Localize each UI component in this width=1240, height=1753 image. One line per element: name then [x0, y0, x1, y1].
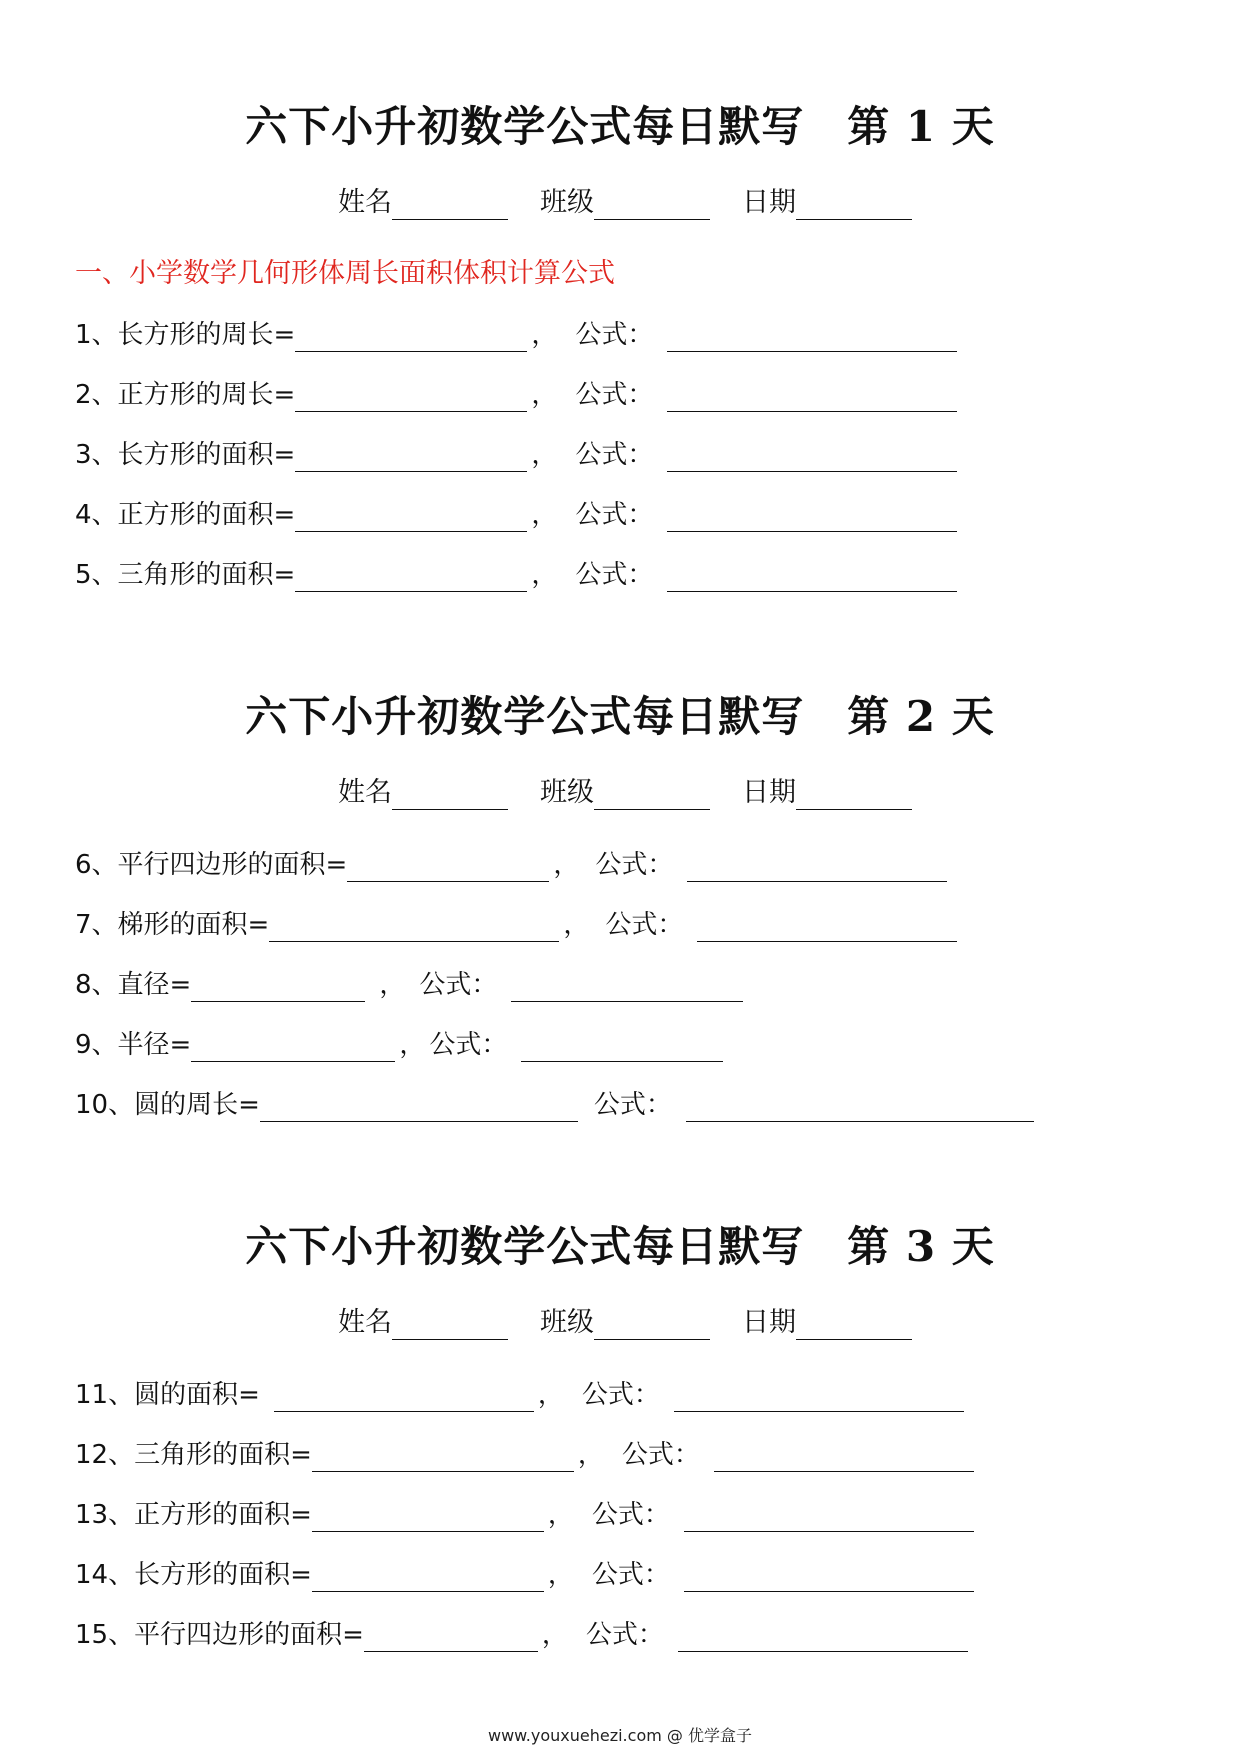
answer-blank[interactable] [269, 915, 559, 942]
question-row [75, 498, 957, 532]
answer-blank[interactable] [295, 445, 527, 472]
separator: ， [547, 1560, 574, 1590]
formula-label: 公式： [575, 380, 654, 410]
formula-blank[interactable] [667, 565, 957, 592]
answer-blank[interactable] [295, 565, 527, 592]
answer-blank[interactable] [312, 1445, 574, 1472]
formula-label: 公式： [575, 500, 654, 530]
answer-blank[interactable] [295, 505, 527, 532]
class-blank[interactable] [594, 1313, 710, 1340]
day1-title: 六下小升初数学公式每日默写 第 1 天 [245, 102, 995, 151]
formula-blank[interactable] [667, 385, 957, 412]
separator: ， [547, 1500, 574, 1530]
formula-blank[interactable] [667, 445, 957, 472]
question-row [75, 558, 957, 592]
name-label: 姓名 [338, 187, 392, 218]
formula-label: 公式： [419, 970, 498, 1000]
date-blank[interactable] [796, 193, 912, 220]
formula-blank[interactable] [667, 325, 957, 352]
class-label: 班级 [540, 1307, 594, 1338]
section-heading: 一、小学数学几何形体周长面积体积计算公式 [75, 258, 615, 289]
day2-title: 六下小升初数学公式每日默写 第 2 天 [245, 692, 995, 741]
question-text: 9、半径= [75, 1030, 192, 1060]
name-blank[interactable] [392, 1313, 508, 1340]
question-text: 1、长方形的周长= [75, 320, 296, 350]
question-row [75, 848, 947, 882]
separator: ， [399, 1030, 426, 1060]
answer-blank[interactable] [191, 1035, 395, 1062]
question-row [75, 378, 957, 412]
formula-blank[interactable] [511, 975, 743, 1002]
footer-watermark: www.youxuehezi.com @ 优学盒子 [488, 1726, 752, 1745]
question-text: 15、平行四边形的面积= [75, 1620, 364, 1650]
name-blank[interactable] [392, 193, 508, 220]
class-blank[interactable] [594, 783, 710, 810]
formula-blank[interactable] [687, 855, 947, 882]
formula-blank[interactable] [667, 505, 957, 532]
formula-blank[interactable] [684, 1565, 974, 1592]
question-text: 14、长方形的面积= [75, 1560, 312, 1590]
question-text: 13、正方形的面积= [75, 1500, 312, 1530]
question-row [75, 1558, 974, 1592]
separator: ， [531, 320, 558, 350]
question-row [75, 1438, 974, 1472]
formula-blank[interactable] [678, 1625, 968, 1652]
answer-blank[interactable] [274, 1385, 534, 1412]
class-label: 班级 [540, 777, 594, 808]
question-row [75, 1378, 964, 1412]
class-label: 班级 [540, 187, 594, 218]
separator: ， [563, 910, 590, 940]
question-row [75, 1088, 1034, 1122]
formula-label: 公式： [595, 850, 674, 880]
question-text: 12、三角形的面积= [75, 1440, 312, 1470]
answer-blank[interactable] [364, 1625, 538, 1652]
question-text: 5、三角形的面积= [75, 560, 296, 590]
separator: ， [553, 850, 580, 880]
answer-blank[interactable] [312, 1505, 544, 1532]
answer-blank[interactable] [260, 1095, 578, 1122]
question-row [75, 438, 957, 472]
question-text: 10、圆的周长= [75, 1090, 260, 1120]
separator: ， [379, 970, 406, 1000]
question-text: 3、长方形的面积= [75, 440, 296, 470]
day1-info-row [338, 186, 912, 220]
formula-label: 公式： [575, 440, 654, 470]
day3-title: 六下小升初数学公式每日默写 第 3 天 [245, 1222, 995, 1271]
answer-blank[interactable] [191, 975, 365, 1002]
formula-label: 公式： [621, 1440, 700, 1470]
formula-blank[interactable] [674, 1385, 964, 1412]
date-label: 日期 [742, 187, 796, 218]
question-text: 6、平行四边形的面积= [75, 850, 348, 880]
day3-info-row [338, 1306, 912, 1340]
formula-blank[interactable] [697, 915, 957, 942]
date-blank[interactable] [796, 1313, 912, 1340]
separator: ， [531, 380, 558, 410]
date-blank[interactable] [796, 783, 912, 810]
answer-blank[interactable] [347, 855, 549, 882]
formula-blank[interactable] [521, 1035, 723, 1062]
name-label: 姓名 [338, 777, 392, 808]
question-row [75, 968, 743, 1002]
formula-blank[interactable] [686, 1095, 1034, 1122]
name-label: 姓名 [338, 1307, 392, 1338]
formula-label: 公式： [591, 1560, 670, 1590]
day2-info-row [338, 776, 912, 810]
formula-label: 公式： [581, 1380, 660, 1410]
answer-blank[interactable] [312, 1565, 544, 1592]
question-text: 2、正方形的周长= [75, 380, 296, 410]
name-blank[interactable] [392, 783, 508, 810]
question-row [75, 1498, 974, 1532]
separator: ， [531, 560, 558, 590]
formula-label: 公式： [605, 910, 684, 940]
answer-blank[interactable] [295, 325, 527, 352]
separator: ， [531, 500, 558, 530]
question-row [75, 1028, 723, 1062]
date-label: 日期 [742, 777, 796, 808]
class-blank[interactable] [594, 193, 710, 220]
separator: ， [531, 440, 558, 470]
question-text: 4、正方形的面积= [75, 500, 296, 530]
separator: ， [541, 1620, 568, 1650]
separator: ， [537, 1380, 564, 1410]
formula-label: 公式： [575, 320, 654, 350]
date-label: 日期 [742, 1307, 796, 1338]
question-text: 7、梯形的面积= [75, 910, 270, 940]
formula-label: 公式： [429, 1030, 508, 1060]
question-text: 11、圆的面积= [75, 1380, 260, 1410]
question-text: 8、直径= [75, 970, 192, 1000]
formula-label: 公式： [585, 1620, 664, 1650]
question-row [75, 318, 957, 352]
formula-blank[interactable] [684, 1505, 974, 1532]
question-row [75, 1618, 968, 1652]
question-row [75, 908, 957, 942]
formula-label: 公式： [593, 1090, 672, 1120]
answer-blank[interactable] [295, 385, 527, 412]
separator: ， [577, 1440, 604, 1470]
formula-label: 公式： [575, 560, 654, 590]
formula-blank[interactable] [714, 1445, 974, 1472]
formula-label: 公式： [591, 1500, 670, 1530]
